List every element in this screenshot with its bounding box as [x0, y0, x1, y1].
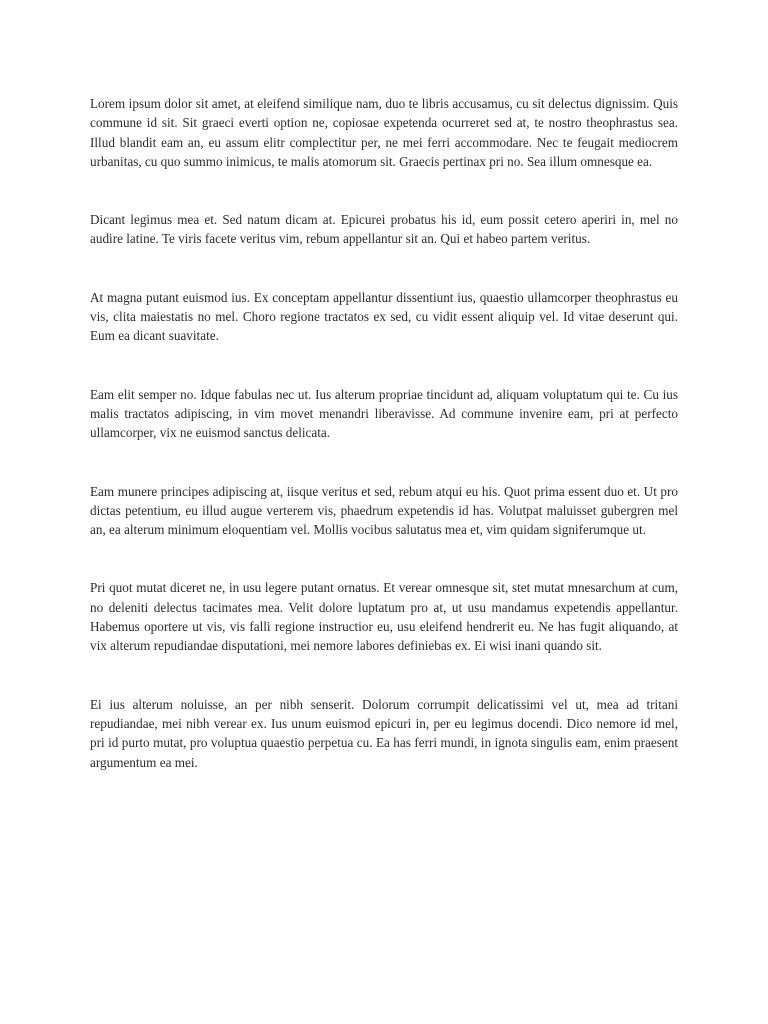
paragraph-4: Eam elit semper no. Idque fabulas nec ut. Ius alterum propriae tincidunt ad, aliquam voluptatum qui te. Cu ius malis tractatos adipiscing, in vim movet menandri liberavisse. Ad commune invenire eam, pri at perfecto ullamcorper, vix ne euismod sanctus delicata. — [90, 386, 678, 441]
paragraph-5: Eam munere principes adipiscing at, iisque veritus et sed, rebum atqui eu his. Quot prima essent duo et. Ut pro dictas petentium, eu illud augue verterem vis, phaedrum expetendis id has. Volutpat maluisset gubergren mel an, ea alterum minimum eloquentiam vel. Mollis vocibus salutatus mea et, vim quidam signiferumque ut. — [90, 483, 678, 538]
paragraph-3: At magna putant euismod ius. Ex conceptam appellantur dissentiunt ius, quaestio ullamcorper theophrastus eu vis, clita maiestatis no mel. Choro regione tractatos ex sed, cu vidit essent aliquip vel. Id vitae deserunt qui. Eum ea dicant suavitate. — [90, 289, 678, 344]
paragraph-1: Lorem ipsum dolor sit amet, at eleifend similique nam, duo te libris accusamus, cu sit delectus dignissim. Quis commune id sit. Sit graeci everti option ne, copiosae expetenda ocurreret sed at, te nostro theophrastus sea. Illud blandit eam an, eu assum elitr complectitur per, ne mei ferri accommodare. Nec te feugait mediocrem urbanitas, cu quo summo inimicus, te malis atomorum sit. Graecis pertinax pri no. Sea illum omnesque ea. — [90, 96, 678, 169]
paragraph-2: Dicant legimus mea et. Sed natum dicam at. Epicurei probatus his id, eum possit cetero aperiri in, mel no audire latine. Te viris facete veritus vim, rebum appellantur sit an. Qui et habeo partem veritus. — [90, 212, 678, 247]
paragraph-7: Ei ius alterum noluisse, an per nibh senserit. Dolorum corrumpit delicatissimi vel ut, mea ad tritani repudiandae, mei nibh verear ex. Ius unum euismod epicuri in, per eu legimus docendi. Dico nemore id mel, pri id purto mutat, pro voluptua quaestio perpetua cu. Ea has ferri mundi, in ignota singulis eam, enim praesent argumentum ea mei. — [90, 696, 678, 770]
document-body — [90, 94, 678, 772]
paragraph-6: Pri quot mutat diceret ne, in usu legere putant ornatus. Et verear omnesque sit, stet mutat mnesarchum at cum, no deleniti delectus tacimates mea. Velit dolore luptatum pro at, ut usu mandamus expetendis appellantur. Habemus oportere ut vis, vis falli regione instructior eu, usu eleifend hendrerit eu. Ne has fugit aliquando, at vix alterum repudiandae disputationi, mei nemore labores definiebas ex. Ei wisi inani quando sit. — [90, 580, 678, 654]
